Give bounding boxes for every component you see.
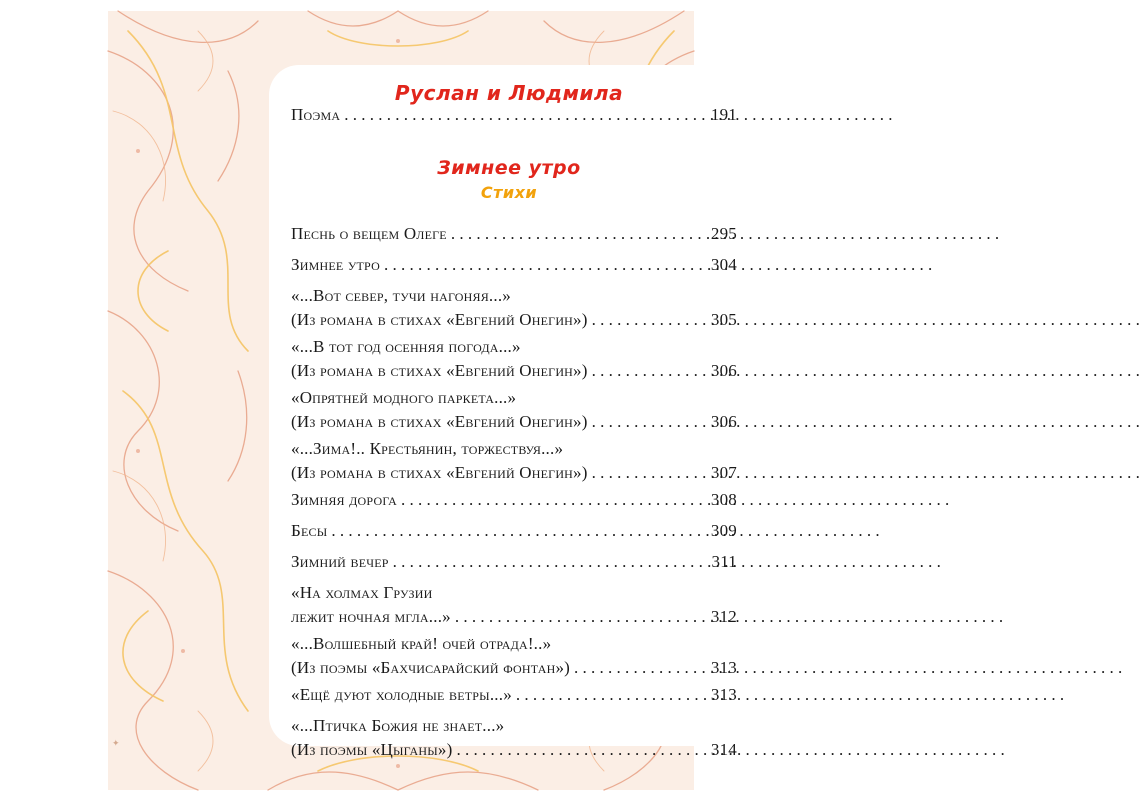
toc-entry-title: «Опрятней модного паркета...» [291, 388, 517, 407]
toc-entry-title: «...Зима!.. Крестьянин, торжествуя...» [291, 439, 564, 458]
leader-dots [331, 519, 707, 543]
toc-entry-title: Зимняя дорога [291, 490, 398, 509]
toc-entry[interactable] [291, 386, 737, 434]
toc-entry-title: Зимнее утро [291, 255, 380, 274]
toc-entry-subtitle: (Из романа в стихах «Евгений Онегин») [291, 463, 588, 482]
toc-entry-title: «На холмах Грузии [291, 583, 433, 602]
leader-dots [592, 461, 707, 485]
leader-dots [451, 222, 707, 246]
toc-entry-title: Зимний вечер [291, 552, 389, 571]
leader-dots [592, 410, 707, 434]
page-number: 309 [710, 521, 737, 540]
toc-entry[interactable] [291, 437, 737, 485]
leader-dots [592, 308, 707, 332]
toc-entry[interactable] [291, 284, 737, 332]
toc-entry-subtitle: (Из поэмы «Цыганы») [291, 740, 453, 759]
leader-dots [393, 550, 708, 574]
toc-entry[interactable] [291, 550, 737, 574]
toc-entry-subtitle: (Из романа в стихах «Евгений Онегин») [291, 412, 588, 431]
toc-entry-title: «Ещё дуют холодные ветры...» [291, 685, 512, 704]
leader-dots [455, 605, 707, 629]
leader-dots [574, 656, 707, 680]
table-of-contents-panel [269, 65, 749, 759]
page-number: 314 [710, 740, 737, 759]
leader-dots [456, 738, 706, 762]
toc-entry-subtitle: (Из романа в стихах «Евгений Онегин») [291, 310, 588, 329]
page-number: 313 [710, 685, 737, 704]
page-number: 191 [710, 105, 737, 124]
page-number: 306 [710, 412, 737, 431]
toc-entry-subtitle: (Из романа в стихах «Евгений Онегин») [291, 361, 588, 380]
toc-entry-subtitle: (Из поэмы «Бахчисарайский фонтан») [291, 658, 571, 677]
toc-entry-title: «...Волшебный край! очей отрада!..» [291, 634, 552, 653]
toc-entry[interactable] [291, 714, 737, 762]
toc-section-1 [291, 103, 737, 127]
page-number: 306 [710, 361, 737, 380]
section-title: Зимнее утро [437, 157, 581, 179]
leader-dots [344, 103, 707, 127]
page-number: 305 [710, 310, 737, 329]
toc-entry[interactable] [291, 488, 737, 512]
toc-entry-title: «...В тот год осенняя погода...» [291, 337, 521, 356]
page-number: 311 [711, 552, 737, 571]
page-number: 313 [710, 658, 737, 677]
toc-entry-title: «...Вот север, тучи нагоняя...» [291, 286, 511, 305]
leader-dots [384, 253, 707, 277]
toc-entry[interactable] [291, 222, 737, 246]
toc-entry[interactable] [291, 253, 737, 277]
toc-entry[interactable] [291, 335, 737, 383]
toc-entry-title: Песнь о вещем Олеге [291, 224, 447, 243]
page-number: 312 [710, 607, 737, 626]
page-number: 295 [710, 224, 737, 243]
leader-dots [401, 488, 707, 512]
page-number: 304 [710, 255, 737, 274]
toc-entry-title: «...Птичка Божия не знает...» [291, 716, 505, 735]
corner-decoration: ✦ [112, 739, 120, 749]
toc-entry-title: Поэма [291, 105, 341, 124]
section-subtitle: Стихи [480, 183, 538, 202]
toc-entry-subtitle: лежит ночная мгла...» [291, 607, 451, 626]
page-number: 308 [710, 490, 737, 509]
section-title: Руслан и Людмила [394, 81, 624, 105]
toc-entry[interactable] [291, 519, 737, 543]
toc-entry[interactable] [291, 683, 737, 707]
leader-dots [516, 683, 707, 707]
toc-section-2 [291, 222, 737, 765]
ornamental-page-frame [108, 11, 737, 790]
page-number: 307 [710, 463, 737, 482]
toc-entry[interactable] [291, 103, 737, 127]
toc-entry[interactable] [291, 632, 737, 680]
leader-dots [592, 359, 707, 383]
toc-entry[interactable] [291, 581, 737, 629]
toc-entry-title: Бесы [291, 521, 328, 540]
